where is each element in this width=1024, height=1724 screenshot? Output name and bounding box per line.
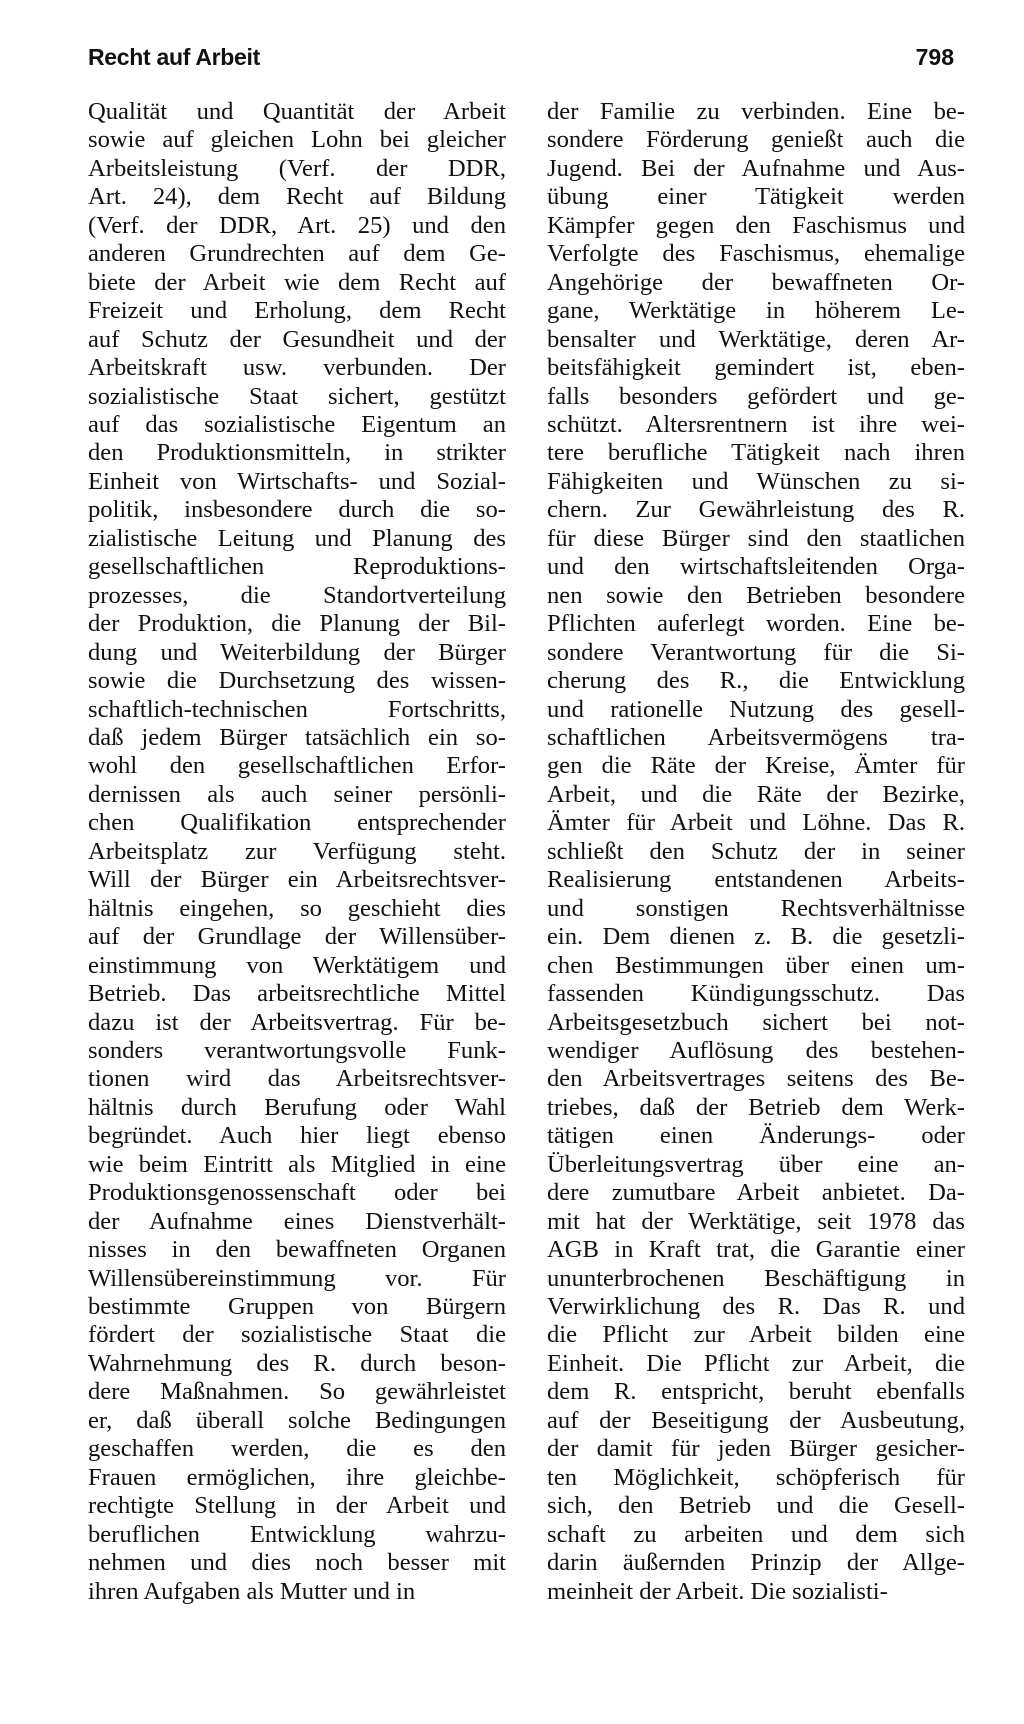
text-line: rechtigte Stellung in der Arbeit und (88, 1492, 506, 1520)
text-line: sowie die Durchsetzung des wissen- (88, 667, 506, 695)
text-line: die Pflicht zur Arbeit bilden eine (547, 1321, 965, 1349)
text-line: daß jedem Bürger tatsächlich ein so- (88, 723, 506, 751)
text-line: der Aufnahme eines Dienstverhält- (88, 1207, 506, 1235)
right-column (547, 98, 965, 1606)
text-line: ten Möglichkeit, schöpferisch für (547, 1463, 965, 1491)
text-line: schaftlich-technischen Fortschritts, (88, 695, 506, 723)
text-line: hältnis durch Berufung oder Wahl (88, 1093, 506, 1121)
text-line: der Produktion, die Planung der Bil- (88, 610, 506, 638)
text-line: auf der Grundlage der Willensüber- (88, 923, 506, 951)
text-line: dere Maßnahmen. So gewährleistet (88, 1378, 506, 1406)
text-line: Arbeit, und die Räte der Bezirke, (547, 780, 965, 808)
text-line: sondere Förderung genießt auch die (547, 126, 965, 154)
text-line: begründet. Auch hier liegt ebenso (88, 1122, 506, 1150)
text-line: Einheit von Wirtschafts- und Sozial- (88, 467, 506, 495)
text-line: gane, Werktätige in höherem Le- (547, 297, 965, 325)
text-line: ihren Aufgaben als Mutter und in (88, 1577, 416, 1605)
text-line: den Produktionsmitteln, in strikter (88, 439, 506, 467)
text-line: sondere Verantwortung für die Si- (547, 638, 965, 666)
text-line: sowie auf gleichen Lohn bei gleicher (88, 126, 506, 154)
text-line: Pflichten auferlegt worden. Eine be- (547, 610, 965, 638)
text-line: Arbeitsleistung (Verf. der DDR, (88, 154, 506, 182)
text-line: wie beim Eintritt als Mitglied in eine (88, 1150, 506, 1178)
text-line: sozialistische Staat sichert, gestützt (88, 382, 506, 410)
text-line: hältnis eingehen, so geschieht dies (88, 894, 506, 922)
text-line: auf Schutz der Gesundheit und der (88, 325, 506, 353)
text-line: Jugend. Bei der Aufnahme und Aus- (547, 154, 965, 182)
text-line: gesellschaftlichen Reproduktions- (88, 553, 506, 581)
text-line: Ämter für Arbeit und Löhne. Das R. (547, 809, 965, 837)
text-line: meinheit der Arbeit. Die sozialisti- (547, 1577, 888, 1605)
text-line: chen Bestimmungen über einen um- (547, 951, 965, 979)
text-line: Qualität und Quantität der Arbeit (88, 98, 506, 125)
left-column (88, 98, 506, 1606)
text-line: der damit für jeden Bürger gesicher- (547, 1435, 965, 1463)
text-line: dere zumutbare Arbeit anbietet. Da- (547, 1179, 965, 1207)
text-line: schaftlichen Arbeitsvermögens tra- (547, 723, 965, 751)
text-line: Realisierung entstandenen Arbeits- (547, 866, 965, 894)
text-line: den Arbeitsvertrages seitens des Be- (547, 1065, 965, 1093)
text-line: und rationelle Nutzung des gesell- (547, 695, 965, 723)
text-line: dazu ist der Arbeitsvertrag. Für be- (88, 1008, 506, 1036)
text-line: er, daß überall solche Bedingungen (88, 1406, 506, 1434)
text-line: chen Qualifikation entsprechender (88, 809, 506, 837)
text-line: beitsfähigkeit gemindert ist, eben- (547, 354, 965, 382)
text-line: Fähigkeiten und Wünschen zu si- (547, 467, 965, 495)
text-line: wendiger Auflösung des bestehen- (547, 1036, 965, 1064)
text-line: Art. 24), dem Recht auf Bildung (88, 183, 506, 211)
text-line: dem R. entspricht, beruht ebenfalls (547, 1378, 965, 1406)
page-header (88, 44, 954, 84)
running-head: Recht auf Arbeit (88, 44, 260, 70)
text-line: Produktionsgenossenschaft oder bei (88, 1179, 506, 1207)
text-line: dung und Weiterbildung der Bürger (88, 638, 506, 666)
text-line: triebes, daß der Betrieb dem Werk- (547, 1093, 965, 1121)
text-line: Betrieb. Das arbeitsrechtliche Mittel (88, 980, 506, 1008)
text-line: anderen Grundrechten auf dem Ge- (88, 240, 506, 268)
text-line: Freizeit und Erholung, dem Recht (88, 297, 506, 325)
text-line: chern. Zur Gewährleistung des R. (547, 496, 965, 524)
text-line: Willensübereinstimmung vor. Für (88, 1264, 506, 1292)
text-line: Verwirklichung des R. Das R. und (547, 1293, 965, 1321)
text-line: dernissen als auch seiner persönli- (88, 780, 506, 808)
text-line: und sonstigen Rechtsverhältnisse (547, 894, 965, 922)
text-line: sonders verantwortungsvolle Funk- (88, 1036, 506, 1064)
text-line: bensalter und Werktätige, deren Ar- (547, 325, 965, 353)
text-line: prozesses, die Standortverteilung (88, 581, 506, 609)
text-line: auf das sozialistische Eigentum an (88, 410, 506, 438)
text-line: (Verf. der DDR, Art. 25) und den (88, 211, 506, 239)
text-columns (88, 98, 965, 1698)
text-line: tätigen einen Änderungs- oder (547, 1122, 965, 1150)
text-line: tere berufliche Tätigkeit nach ihren (547, 439, 965, 467)
text-line: Einheit. Die Pflicht zur Arbeit, die (547, 1349, 965, 1377)
text-line: übung einer Tätigkeit werden (547, 183, 965, 211)
text-line: geschaffen werden, die es den (88, 1435, 506, 1463)
text-line: nen sowie den Betrieben besondere (547, 581, 965, 609)
text-line: Arbeitskraft usw. verbunden. Der (88, 354, 506, 382)
text-line: wohl den gesellschaftlichen Erfor- (88, 752, 506, 780)
text-line: sich, den Betrieb und die Gesell- (547, 1492, 965, 1520)
text-line: falls besonders gefördert und ge- (547, 382, 965, 410)
text-line: tionen wird das Arbeitsrechtsver- (88, 1065, 506, 1093)
text-line: cherung des R., die Entwicklung (547, 667, 965, 695)
text-line: beruflichen Entwicklung wahrzu- (88, 1520, 506, 1548)
text-line: bestimmte Gruppen von Bürgern (88, 1293, 506, 1321)
text-line: Arbeitsgesetzbuch sichert bei not- (547, 1008, 965, 1036)
text-line: Arbeitsplatz zur Verfügung steht. (88, 837, 506, 865)
text-line: fördert der sozialistische Staat die (88, 1321, 506, 1349)
text-line: Frauen ermöglichen, ihre gleichbe- (88, 1463, 506, 1491)
text-line: gen die Räte der Kreise, Ämter für (547, 752, 965, 780)
text-line: nehmen und dies noch besser mit (88, 1549, 506, 1577)
text-line: darin äußernden Prinzip der Allge- (547, 1549, 965, 1577)
text-line: schließt den Schutz der in seiner (547, 837, 965, 865)
text-line: mit hat der Werktätige, seit 1978 das (547, 1207, 965, 1235)
text-line: ununterbrochenen Beschäftigung in (547, 1264, 965, 1292)
text-line: Will der Bürger ein Arbeitsrechtsver- (88, 866, 506, 894)
text-line: fassenden Kündigungsschutz. Das (547, 980, 965, 1008)
text-line: AGB in Kraft trat, die Garantie einer (547, 1236, 965, 1264)
text-line: Überleitungsvertrag über eine an- (547, 1150, 965, 1178)
text-line: Verfolgte des Faschismus, ehemalige (547, 240, 965, 268)
text-line: zialistische Leitung und Planung des (88, 524, 506, 552)
page-number: 798 (915, 44, 954, 70)
text-line: Angehörige der bewaffneten Or- (547, 268, 965, 296)
text-line: und den wirtschaftsleitenden Orga- (547, 553, 965, 581)
text-line: politik, insbesondere durch die so- (88, 496, 506, 524)
text-line: Wahrnehmung des R. durch beson- (88, 1349, 506, 1377)
text-line: Kämpfer gegen den Faschismus und (547, 211, 965, 239)
text-line: für diese Bürger sind den staatlichen (547, 524, 965, 552)
text-line: schützt. Altersrentnern ist ihre wei- (547, 410, 965, 438)
text-line: biete der Arbeit wie dem Recht auf (88, 268, 506, 296)
text-line: auf der Beseitigung der Ausbeutung, (547, 1406, 965, 1434)
text-line: nisses in den bewaffneten Organen (88, 1236, 506, 1264)
text-line: ein. Dem dienen z. B. die gesetzli- (547, 923, 965, 951)
text-line: einstimmung von Werktätigem und (88, 951, 506, 979)
text-line: der Familie zu verbinden. Eine be- (547, 98, 965, 125)
text-line: schaft zu arbeiten und dem sich (547, 1520, 965, 1548)
